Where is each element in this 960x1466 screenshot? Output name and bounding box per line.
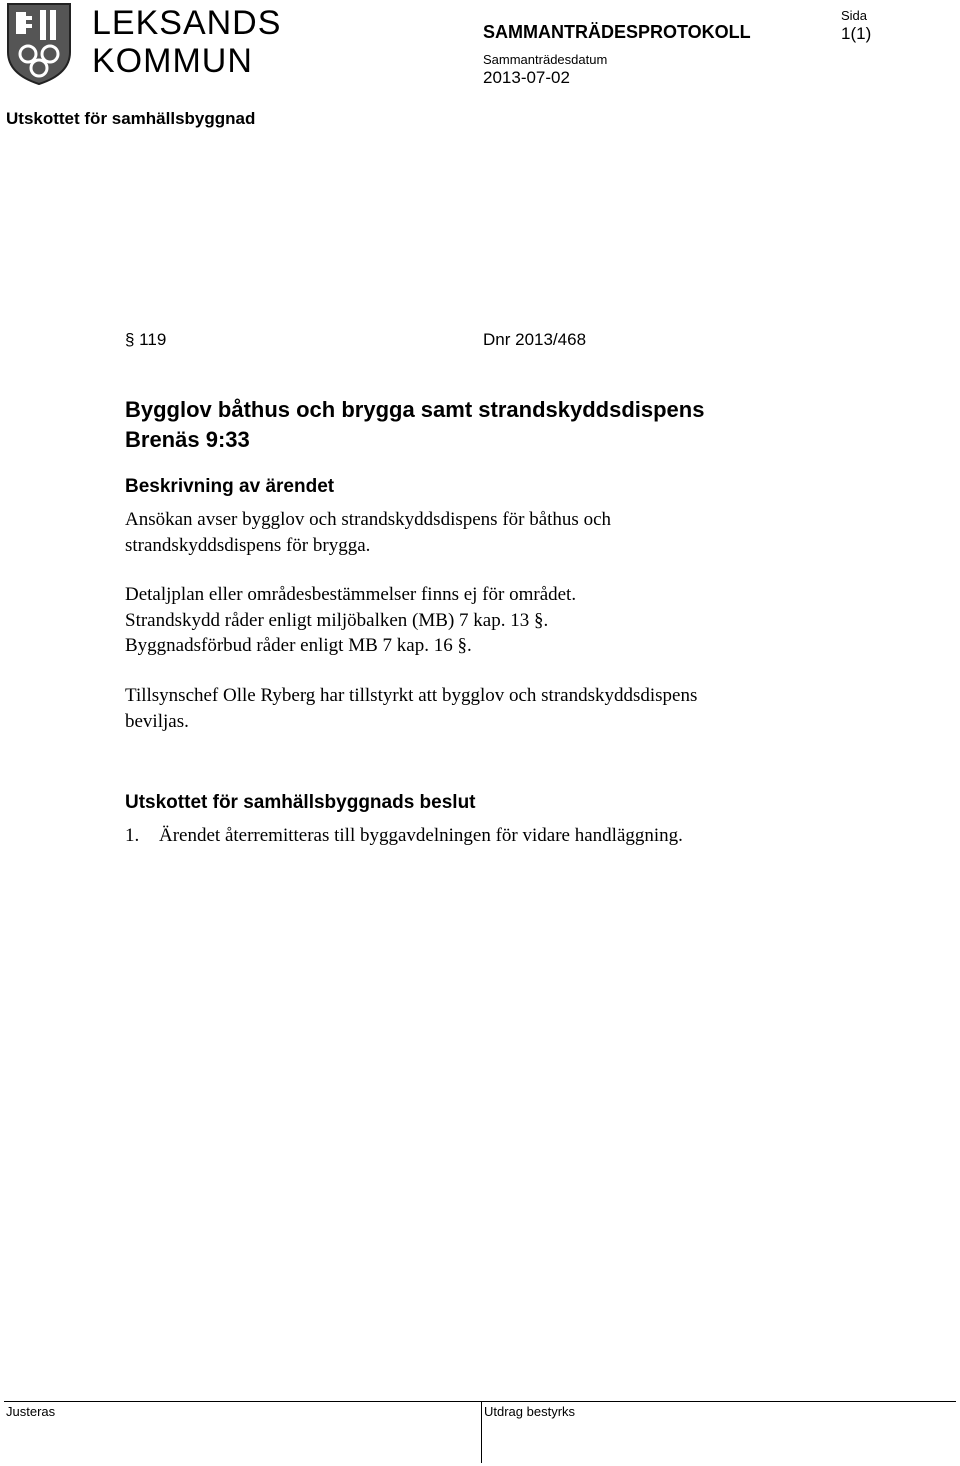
diary-number: Dnr 2013/468 [483,330,587,349]
paragraph-line: beviljas. [125,710,189,732]
decision-item [125,823,885,849]
description-heading: Beskrivning av ärendet [125,476,335,497]
page-label: Sida [841,8,868,23]
committee-name: Utskottet för samhällsbyggnad [6,109,256,128]
municipality-coat-of-arms-logo [6,2,72,86]
paragraph-line: Detaljplan eller områdesbestämmelser finns ej för området. [125,584,577,605]
meeting-date-label: Sammanträdesdatum [483,52,608,67]
decision-item-number: 1. [125,825,140,846]
footer-rule [4,1401,956,1402]
paragraph-line: Ansökan avser bygglov och strandskyddsdispens för båthus och [125,509,612,530]
description-paragraph-2 [125,582,825,659]
matter-title [125,395,845,455]
paragraph-line: Byggnadsförbud råder enligt MB 7 kap. 16 §. [125,635,472,656]
matter-title-line1: Bygglov båthus och brygga samt strandskyddsdispens [125,397,705,422]
description-paragraph-3 [125,683,825,734]
logo-text-line2: KOMMUN [92,42,253,80]
page-number: 1(1) [841,24,872,43]
footer-justeras-label: Justeras [6,1404,56,1419]
description-paragraph-1 [125,507,825,558]
municipality-logo-text [92,4,292,80]
footer-utdrag-label: Utdrag bestyrks [484,1404,576,1419]
paragraph-line: strandskyddsdispens för brygga. [125,534,371,556]
matter-title-line2: Brenäs 9:33 [125,427,250,452]
meeting-date: 2013-07-02 [483,68,570,87]
section-number: § 119 [125,330,167,349]
paragraph-line: Strandskydd råder enligt miljöbalken (MB) 7 kap. 13 §. [125,609,549,631]
decision-heading: Utskottet för samhällsbyggnads beslut [125,792,476,813]
footer-divider [481,1401,482,1463]
paragraph-line: Tillsynschef Olle Ryberg har tillstyrkt att bygglov och strandskyddsdispens [125,685,698,706]
document-type-title: SAMMANTRÄDESPROTOKOLL [483,22,751,42]
decision-item-text: Ärendet återremitteras till byggavdelningen för vidare handläggning. [159,825,683,846]
logo-text-line1: LEKSANDS [92,4,282,42]
